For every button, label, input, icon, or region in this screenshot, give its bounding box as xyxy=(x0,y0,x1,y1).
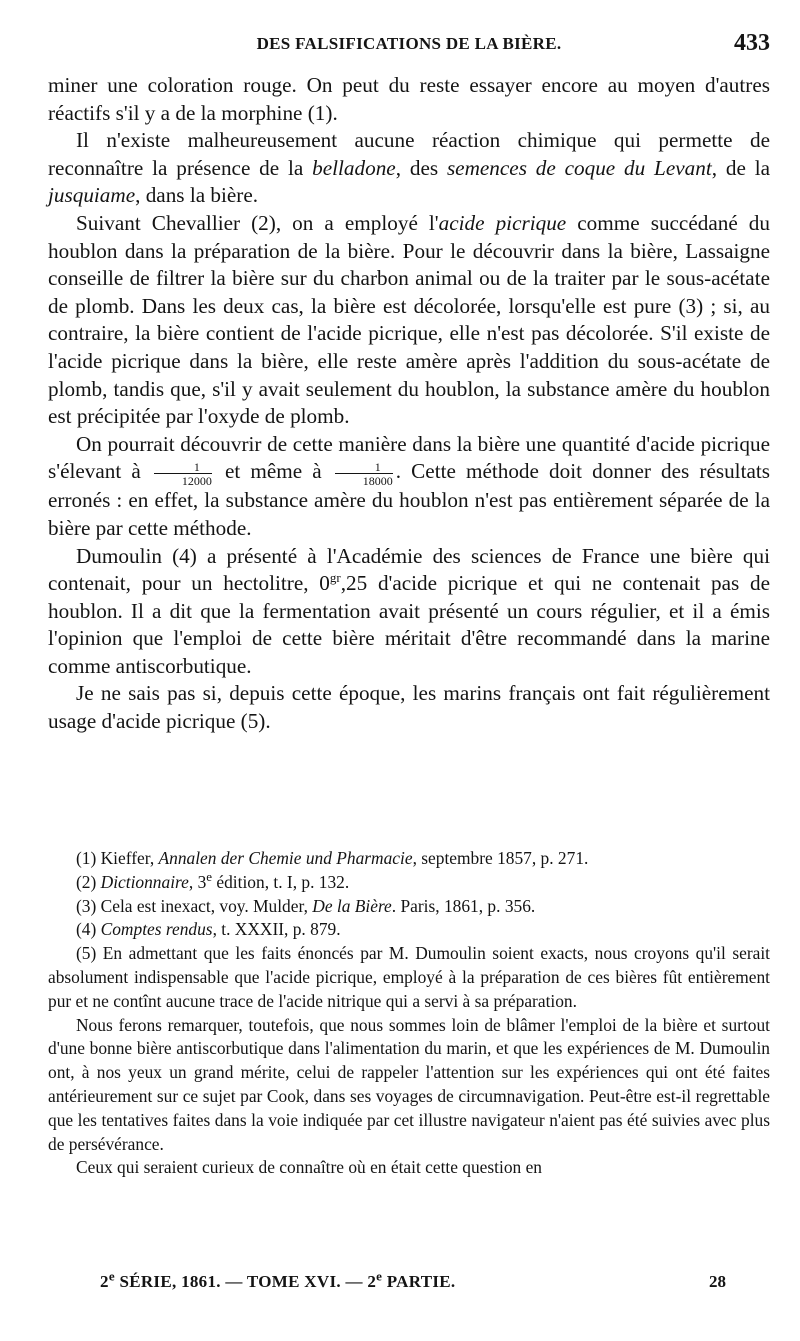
fraction xyxy=(154,461,212,487)
page-footer xyxy=(48,1268,770,1302)
text-run: , de la xyxy=(711,155,770,180)
running-title: DES FALSIFICATIONS DE LA BIÈRE. xyxy=(256,34,562,53)
footnote-2 xyxy=(48,871,770,895)
fraction-denominator: 18000 xyxy=(335,473,393,487)
text-run: On pourrait découvrir de cette manière dans la bière une quantité d'acide picrique s'élevant à xyxy=(48,431,770,484)
text-run: (3) Cela est inexact, voy. Mulder, xyxy=(76,895,313,916)
text-run: Dumoulin (4) a présenté à l'Académie des sciences de France une bière qui contenait, pour un hectolitre, 0 xyxy=(48,543,770,596)
fraction-denominator: 12000 xyxy=(154,473,212,487)
text-run: . Cette méthode doit donner des résultats erronés : en effet, la substance amère du houblon n'est pas entièrement séparée de la bière par cette méthode. xyxy=(48,459,770,540)
italic-term: acide picrique xyxy=(438,210,567,235)
text-run: SÉRIE, 1861. — TOME XVI. — 2 xyxy=(114,1272,377,1291)
fraction xyxy=(335,461,393,487)
footnote-1 xyxy=(48,847,770,871)
superscript: e xyxy=(206,869,213,884)
text-run: , septembre 1857, p. 271. xyxy=(412,848,589,868)
text-run: PARTIE. xyxy=(382,1272,456,1291)
fraction-numerator: 1 xyxy=(374,460,381,475)
italic-term: belladone xyxy=(312,155,396,180)
text-run: (4) xyxy=(76,919,101,940)
text-run: , t. XXXII, p. 879. xyxy=(212,919,341,940)
text-run: , des xyxy=(395,155,447,180)
superscript: e xyxy=(108,1268,115,1284)
text-run: comme succédané du houblon dans la préparation de la bière. Pour le découvrir dans la bière, Lassaigne conseille de filtrer la bière sur du charbon animal ou de la traiter par le sous-acétate de plomb. Dans les deux cas, la bière est décolorée, lorsqu'elle est pure (3) ; si, au contraire, la bière contient de l'acide picrique, elle n'est pas décolorée. S'il existe de l'acide picrique dans la bière, elle reste amère après l'addition du sous-acétate de plomb, tandis que, s'il y avait seulement du houblon, la substance amère du houblon est précipitée par l'oxyde de plomb. xyxy=(48,210,770,429)
paragraph-6: Je ne sais pas si, depuis cette époque, les marins français ont fait régulièrement usage d'acide picrique (5). xyxy=(48,681,770,734)
page-number: 433 xyxy=(734,30,770,56)
paragraph-2 xyxy=(48,127,770,210)
italic-title: Dictionnaire xyxy=(100,871,189,892)
text-run: 2 xyxy=(100,1272,109,1291)
superscript: gr xyxy=(329,570,341,586)
text-run: ,25 d'acide picrique et qui ne contenait pas de houblon. Il a dit que la fermentation avait présenté un cours régulier, et il a émis l'opinion que l'emploi de cette bière méritait d'être recommandé dans la marine comme antiscorbutique. xyxy=(48,571,770,678)
paragraph-3 xyxy=(48,210,770,431)
italic-title: Comptes rendus xyxy=(100,919,213,940)
main-text xyxy=(48,72,770,736)
footnote-5-continued: Nous ferons remarquer, toutefois, que nous sommes loin de blâmer l'emploi de la bière et surtout d'une bonne bière antiscorbutique dans l'alimentation du marin, et que les expériences de M. Dumoulin ont, à nos yeux un grand mérite, celui de rappeler l'attention sur les expériences qui ont été faites antérieurement sur ce sujet par Cook, dans ses voyages de circumnavigation. Peut-être est-il regrettable que les tentatives faites dans la voie indiquée par cet illustre navigateur n'aient pas été suivies avec plus de persévérance. xyxy=(48,1014,770,1154)
footnote-5: (5) En admettant que les faits énoncés par M. Dumoulin soient exacts, nous croyons qu'il serait absolument indispensable que l'acide picrique, employé à la préparation de ces bières fût entièrement pur et ne contînt aucune trace de l'acide nitrique qui a servi à sa préparation. xyxy=(48,943,770,1011)
text-run: édition, t. I, p. 132. xyxy=(212,871,350,892)
text-run: . Paris, 1861, p. 356. xyxy=(391,895,536,916)
superscript: e xyxy=(376,1268,383,1284)
footnote-3 xyxy=(48,895,770,919)
italic-term: jusquiame xyxy=(48,183,136,208)
page-header xyxy=(48,28,770,64)
sheet-number: 28 xyxy=(709,1272,726,1291)
italic-term: semences de coque du Levant xyxy=(446,155,712,180)
paragraph-4 xyxy=(48,431,770,543)
text-run: (1) Kieffer, xyxy=(76,848,159,868)
footnote-5-continued: Ceux qui seraient curieux de connaître où en était cette question en xyxy=(76,1157,542,1178)
text-run: Suivant Chevallier (2), on a employé l' xyxy=(76,210,439,235)
fraction-numerator: 1 xyxy=(193,460,200,475)
text-run: Il n'existe malheureusement aucune réaction chimique qui permette de reconnaître la présence de la xyxy=(48,128,770,180)
italic-title: De la Bière xyxy=(312,895,392,916)
italic-title: Annalen der Chemie und Pharmacie xyxy=(158,848,413,868)
footnote-4 xyxy=(48,918,770,942)
text-run: , dans la bière. xyxy=(135,183,259,208)
footnotes xyxy=(48,847,770,1180)
paragraph-1: miner une coloration rouge. On peut du reste essayer encore au moyen d'autres réactifs s'il y a de la morphine (1). xyxy=(48,73,770,125)
paragraph-5 xyxy=(48,543,770,681)
text-run: (2) xyxy=(76,871,101,892)
text-run: , 3 xyxy=(188,871,207,892)
signature-line xyxy=(100,1268,456,1292)
text-run: et même à xyxy=(214,459,332,484)
